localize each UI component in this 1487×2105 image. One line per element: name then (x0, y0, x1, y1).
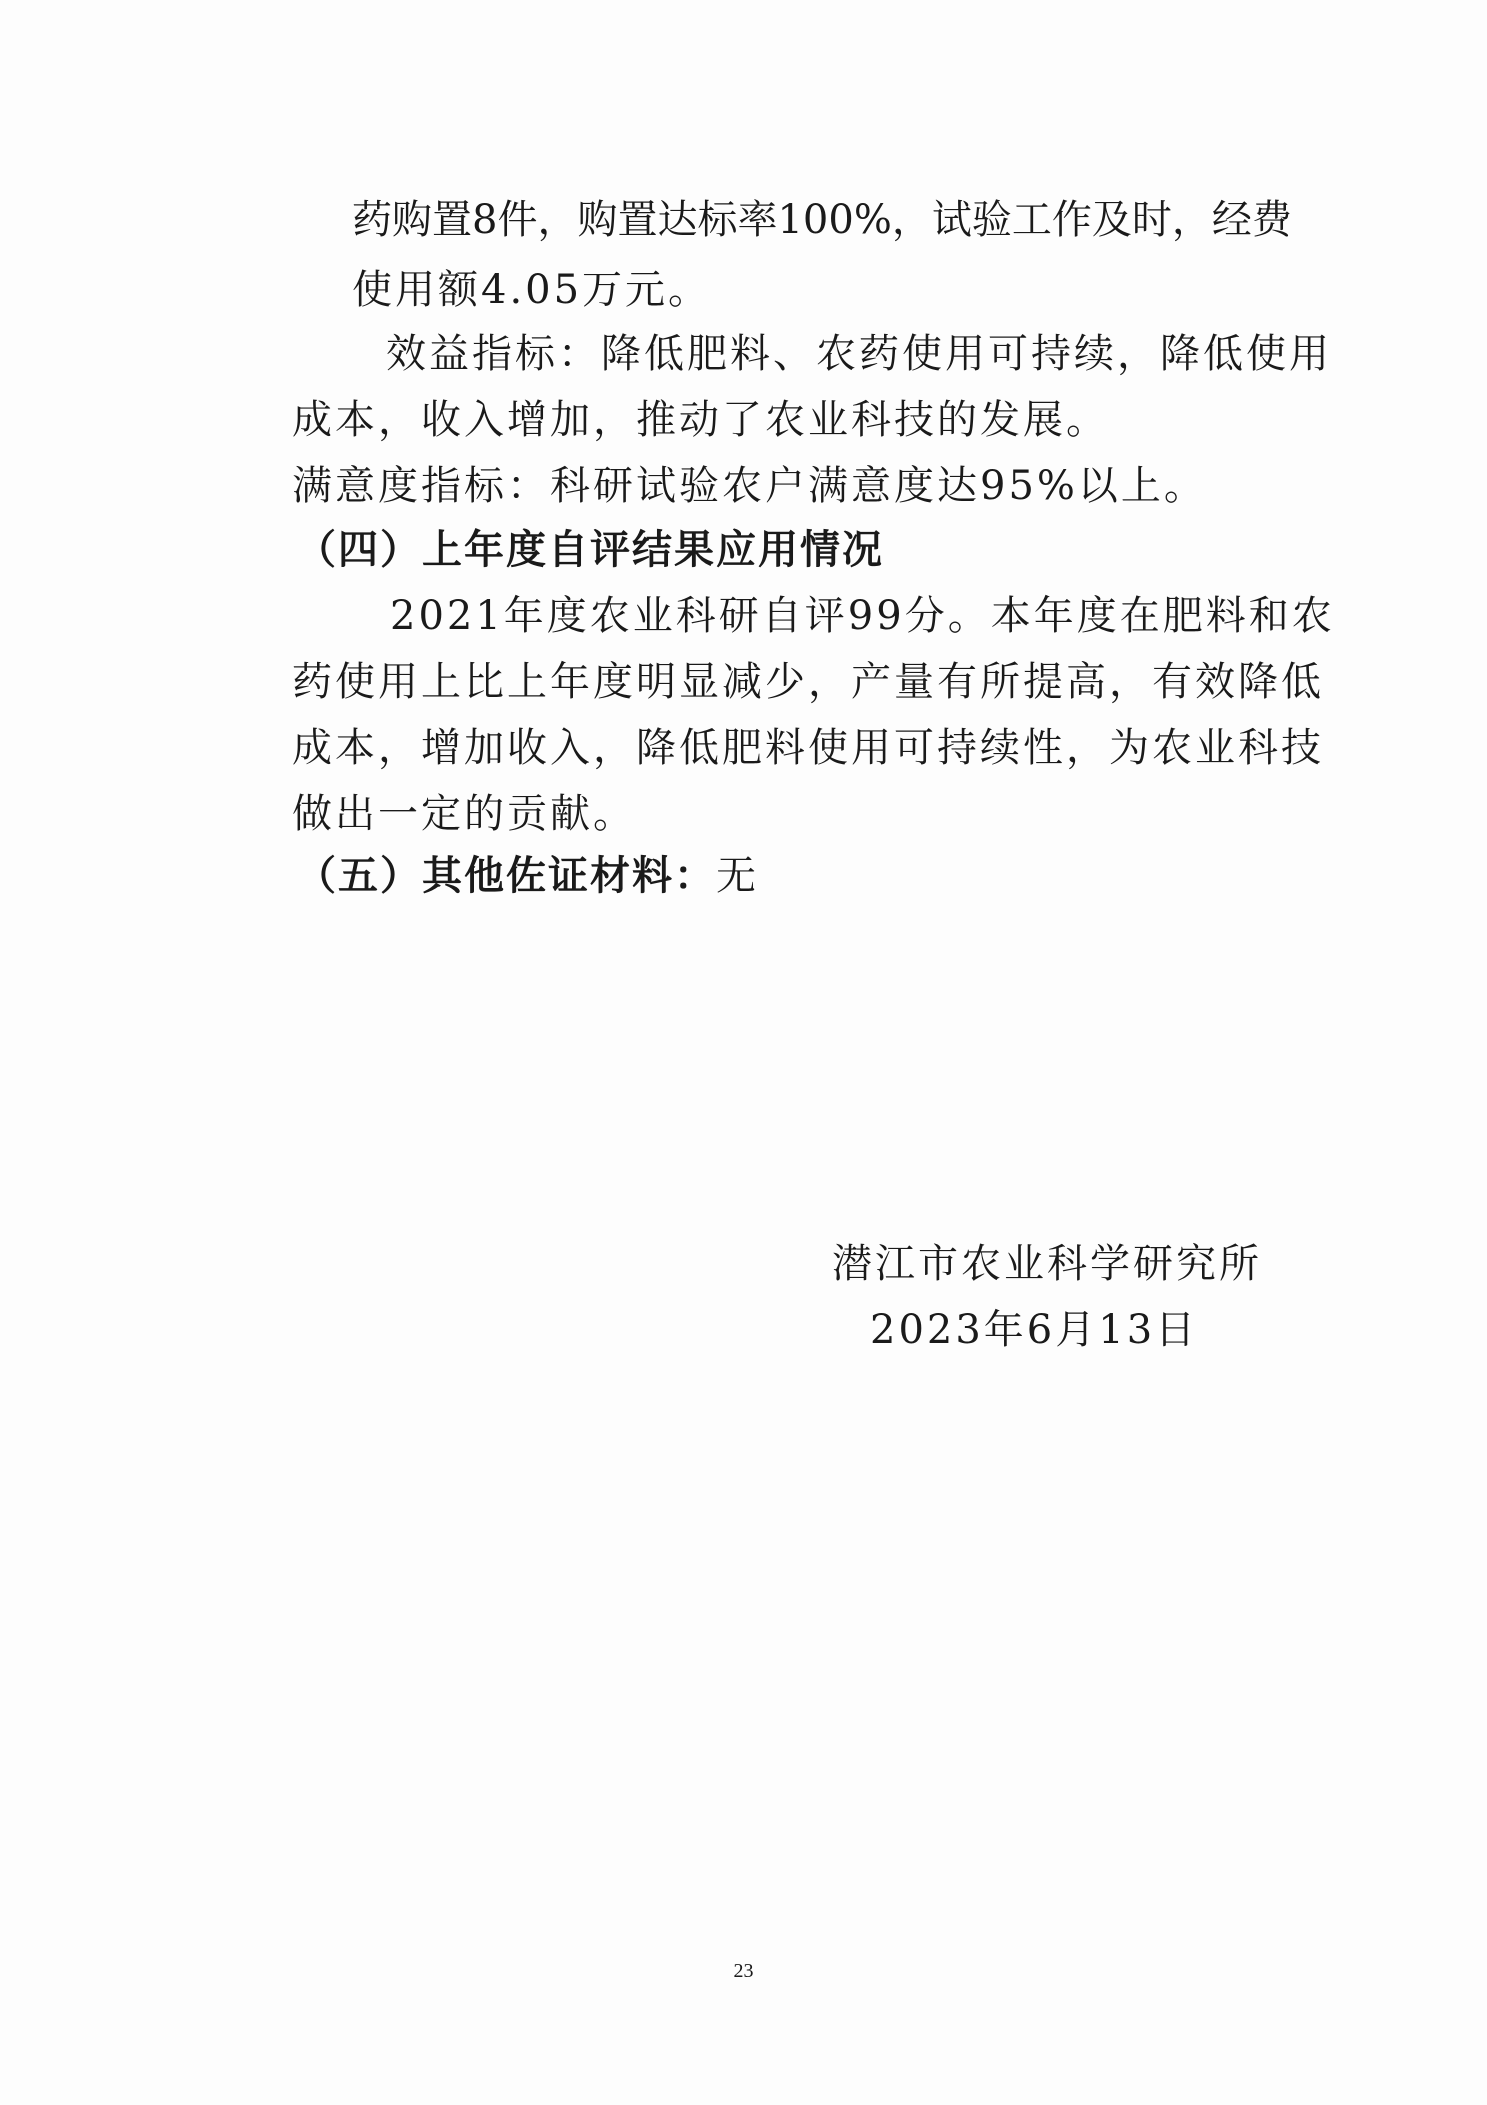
glyph: 试 (931, 197, 972, 243)
glyph: 置 (617, 197, 658, 243)
glyph: 购 (577, 197, 618, 243)
glyph: 经 (1211, 197, 1252, 243)
paragraph-line: 成本，收入增加，推动了农业科技的发展。 (292, 397, 1109, 443)
glyph: 标 (697, 197, 738, 243)
glyph: 时 (1131, 197, 1172, 243)
section-heading-5 (296, 852, 759, 900)
signature-organization: 潜江市农业科学研究所 (832, 1241, 1262, 1287)
glyph: 购 (392, 197, 432, 243)
paragraph-line (352, 196, 1292, 244)
paragraph-line: 使用额4.05万元。 (352, 267, 712, 313)
glyph: 0 (802, 197, 829, 243)
section-heading-4: （四）上年度自评结果应用情况 (296, 527, 884, 573)
glyph: 0 (828, 197, 854, 243)
heading-label: （五）其他佐证材料： (296, 853, 716, 899)
glyph: 药 (352, 197, 392, 243)
paragraph-line: 药使用上比上年度明显减少，产量有所提高，有效降低 (292, 659, 1324, 705)
glyph: 达 (657, 197, 698, 243)
glyph: % (853, 197, 892, 243)
glyph: 及 (1091, 197, 1132, 243)
glyph: 费 (1251, 197, 1292, 243)
paragraph-line: 满意度指标：科研试验农户满意度达95%以上。 (292, 463, 1207, 509)
page-number: 23 (733, 1960, 754, 1982)
glyph: 率 (737, 197, 778, 243)
glyph: ， (891, 197, 932, 243)
paragraph-line: 做出一定的贡献。 (292, 791, 636, 837)
glyph: 置 (432, 197, 472, 243)
paragraph-line: 效益指标：降低肥料、农药使用可持续，降低使用 (386, 331, 1332, 377)
signature-date: 2023年6月13日 (870, 1307, 1199, 1353)
glyph: ， (537, 197, 578, 243)
paragraph-line: 2021年度农业科研自评99分。本年度在肥料和农 (390, 593, 1335, 639)
glyph: 1 (777, 197, 803, 243)
glyph: 验 (971, 197, 1012, 243)
glyph: 8 (472, 197, 498, 243)
glyph: ， (1171, 197, 1212, 243)
paragraph-line: 成本，增加收入，降低肥料使用可持续性，为农业科技 (292, 725, 1324, 771)
heading-value: 无 (716, 853, 759, 899)
glyph: 件 (497, 197, 538, 243)
glyph: 作 (1051, 197, 1092, 243)
glyph: 工 (1011, 197, 1052, 243)
